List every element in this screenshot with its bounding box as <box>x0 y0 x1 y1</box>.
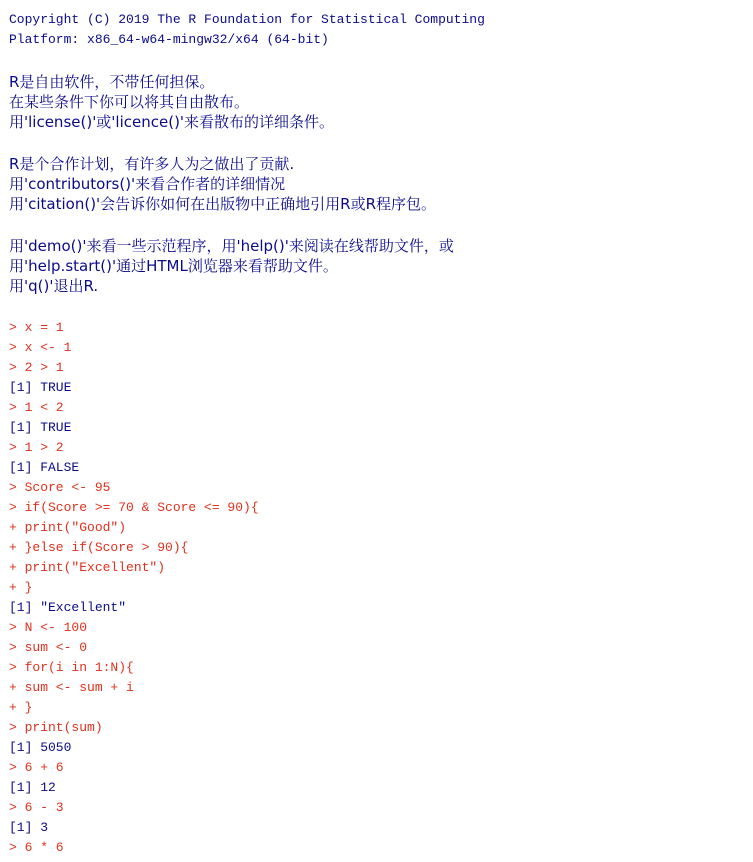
output-line: [1] "Excellent" <box>9 600 127 615</box>
spacer <box>9 214 744 236</box>
command-line[interactable]: + }else if(Score > 90){ <box>9 540 189 555</box>
contributors-notice <box>9 154 744 214</box>
spacer <box>9 132 744 154</box>
command-line[interactable]: > x = 1 <box>9 320 64 335</box>
command-line[interactable]: > sum <- 0 <box>9 640 88 655</box>
notice-line: 用'contributors()'来看合作者的详细情况 <box>9 175 286 193</box>
spacer <box>9 50 744 72</box>
command-line[interactable]: > print(sum) <box>9 720 103 735</box>
command-line[interactable]: + } <box>9 580 33 595</box>
notice-line: 用'demo()'来看一些示范程序，用'help()'来阅读在线帮助文件，或 <box>9 237 454 255</box>
notice-line: 用'citation()'会告诉你如何在出版物中正确地引用R或R程序包。 <box>9 195 437 213</box>
notice-line: 用'help.start()'通过HTML浏览器来看帮助文件。 <box>9 257 338 275</box>
command-line[interactable]: > 1 > 2 <box>9 440 64 455</box>
notice-line: R是个合作计划，有许多人为之做出了贡献. <box>9 155 295 173</box>
command-line[interactable]: + } <box>9 700 33 715</box>
console-session[interactable] <box>9 318 744 858</box>
license-notice <box>9 72 744 132</box>
command-line[interactable]: > 2 > 1 <box>9 360 64 375</box>
startup-banner <box>9 10 744 50</box>
command-line[interactable]: > 6 * 6 <box>9 840 64 855</box>
output-line: [1] TRUE <box>9 380 72 395</box>
command-line[interactable]: + print("Excellent") <box>9 560 166 575</box>
notice-line: 在某些条件下你可以将其自由散布。 <box>9 93 250 111</box>
output-line: [1] TRUE <box>9 420 72 435</box>
notice-line: R是自由软件，不带任何担保。 <box>9 73 215 91</box>
spacer <box>9 296 744 318</box>
command-line[interactable]: > 1 < 2 <box>9 400 64 415</box>
command-line[interactable]: > 6 - 3 <box>9 800 64 815</box>
command-line[interactable]: > for(i in 1:N){ <box>9 660 134 675</box>
output-line: [1] 3 <box>9 820 49 835</box>
notice-line: 用'license()'或'licence()'来看散布的详细条件。 <box>9 113 335 131</box>
notice-line: 用'q()'退出R. <box>9 277 99 295</box>
command-line[interactable]: > Score <- 95 <box>9 480 111 495</box>
output-line: [1] 12 <box>9 780 56 795</box>
command-line[interactable]: + print("Good") <box>9 520 127 535</box>
command-line[interactable]: + sum <- sum + i <box>9 680 134 695</box>
output-line: [1] 5050 <box>9 740 72 755</box>
help-notice <box>9 236 744 296</box>
command-line[interactable]: > 6 + 6 <box>9 760 64 775</box>
output-line: [1] FALSE <box>9 460 80 475</box>
copyright-line: Copyright (C) 2019 The R Foundation for Statistical Computing <box>9 12 485 27</box>
command-line[interactable]: > x <- 1 <box>9 340 72 355</box>
command-line[interactable]: > N <- 100 <box>9 620 88 635</box>
platform-line: Platform: x86_64-w64-mingw32/x64 (64-bit) <box>9 32 329 47</box>
command-line[interactable]: > if(Score >= 70 & Score <= 90){ <box>9 500 259 515</box>
